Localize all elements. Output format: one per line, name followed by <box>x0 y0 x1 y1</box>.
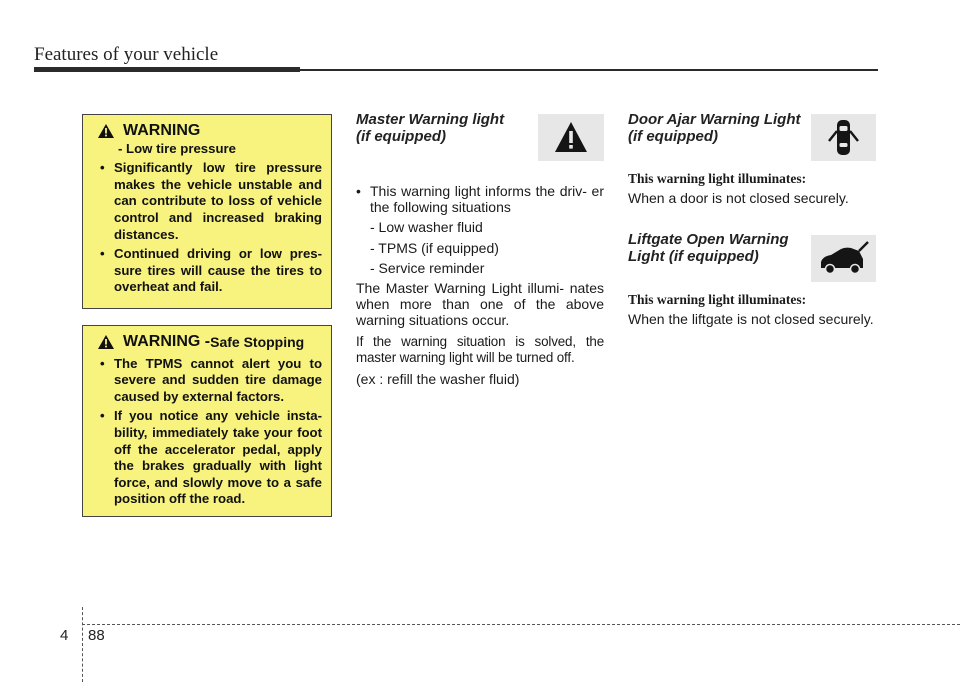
heading-line: Light (if equipped) <box>628 248 759 265</box>
warning-heading <box>92 123 322 140</box>
warning-label: WARNING - <box>123 333 211 350</box>
heading-line: Door Ajar Warning Light <box>628 111 801 128</box>
situation-item: - TPMS (if equipped) <box>370 239 499 256</box>
warning-box-safe-stopping <box>82 325 332 517</box>
door-ajar-text: When a door is not closed securely. <box>628 190 849 206</box>
master-warning-heading <box>356 111 504 145</box>
heading-line: (if equipped) <box>628 128 718 145</box>
warning-subtitle: - Low tire pressure <box>118 140 236 156</box>
warning-list <box>92 356 322 508</box>
door-ajar-heading <box>628 111 801 145</box>
door-ajar-body <box>628 190 878 206</box>
header-rule <box>34 67 300 72</box>
liftgate-icon-box <box>811 235 876 282</box>
master-warning-icon-box <box>538 114 604 161</box>
liftgate-text: When the liftgate is not closed securely. <box>628 311 874 327</box>
liftgate-body <box>628 311 878 327</box>
heading-line: Master Warning light <box>356 111 505 128</box>
master-warning-paragraph: (ex : refill the washer fluid) <box>356 371 520 388</box>
warning-triangle-icon <box>97 334 115 350</box>
warning-heading <box>92 334 322 351</box>
warning-item: • Continued driving or low pres- sure tires will cause the tires to overheat and fail. <box>92 246 322 296</box>
warning-triangle-icon <box>97 123 115 139</box>
door-ajar-icon-box <box>811 114 876 161</box>
warning-item: • If you notice any vehicle insta- bility, immediately take your foot off the accelerator pedal, apply the brakes gradually with light force, and slowly move to a safe position off the road. <box>92 408 322 508</box>
bullet-text: This warning light informs the driv- er the following situations <box>370 183 604 216</box>
warning-subtitle: Safe Stopping <box>210 334 305 350</box>
footer-divider <box>82 607 83 682</box>
situation-item: - Service reminder <box>370 259 485 276</box>
master-warning-paragraph: The Master Warning Light illumi- nates when more than one of the above warning situations occur. <box>356 280 604 329</box>
header-rule-thin <box>300 69 878 71</box>
warning-item: • The TPMS cannot alert you to severe and sudden tire damage caused by external factors. <box>92 356 322 406</box>
master-warning-body <box>356 183 604 387</box>
page-section-number: 4 <box>60 627 69 644</box>
warning-label: WARNING <box>123 122 201 139</box>
warning-item: • Significantly low tire pressure makes the vehicle unstable and can contribute to loss of vehicle control and increased braking distances. <box>92 160 322 243</box>
liftgate-lead: This warning light illuminates: <box>628 292 807 307</box>
heading-line: Liftgate Open Warning <box>628 231 789 248</box>
warning-list <box>92 160 322 296</box>
liftgate-open-car-icon <box>811 235 876 282</box>
page-header-title: Features of your vehicle <box>34 44 219 65</box>
heading-line: (if equipped) <box>356 128 446 145</box>
master-warning-bullet <box>356 183 604 215</box>
liftgate-heading <box>628 231 789 265</box>
door-ajar-lead: This warning light illuminates: <box>628 171 807 186</box>
bullet-dot: • <box>356 183 361 199</box>
footer-rule <box>82 624 960 625</box>
warning-box-low-tire-pressure <box>82 114 332 309</box>
master-warning-triangle-icon <box>538 114 604 161</box>
master-warning-paragraph: If the warning situation is solved, the master warning light will be turned off. <box>356 333 604 365</box>
situation-item: - Low washer fluid <box>370 219 483 236</box>
page-number: 88 <box>88 627 105 644</box>
door-ajar-car-icon <box>811 114 876 161</box>
